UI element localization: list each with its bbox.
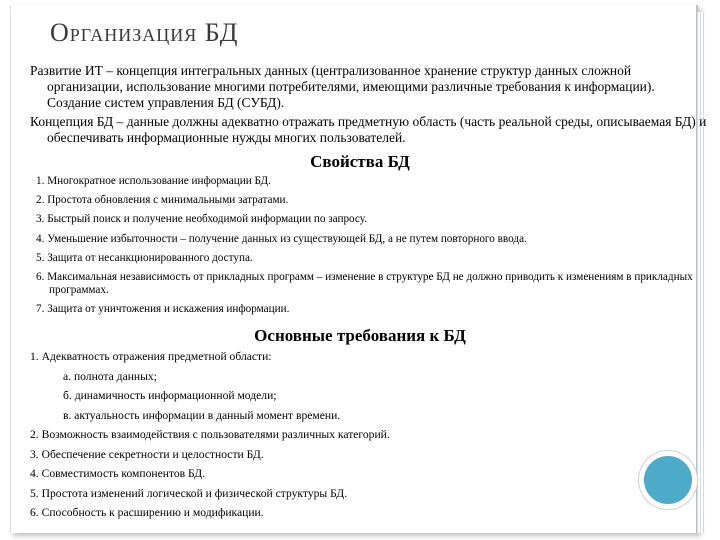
- requirements-list: [30, 350, 690, 526]
- requirements-heading: Основные требования к БД: [254, 326, 466, 345]
- decorative-circle: [639, 451, 697, 509]
- list-item: 5. Защита от несанкционированного доступа.: [36, 251, 253, 264]
- title-first-letter: О: [50, 18, 70, 47]
- slide-title: [50, 18, 238, 48]
- intro-paragraph-1: Развитие ИТ – концепция интегральных данных (централизованное хранение структур данных сложной организации, использование многими потребителями, имеющими различные требования к информации). Создание систем управления БД (СУБД).: [30, 63, 655, 110]
- list-item: 3. Быстрый поиск и получение необходимой информации по запросу.: [36, 213, 368, 226]
- list-item: 4. Совместимость компонентов БД.: [30, 467, 206, 480]
- list-item: 6. Способность к расширению и модификации.: [30, 506, 264, 519]
- slide-frame-left-edge: [10, 5, 11, 533]
- title-end: БД: [197, 18, 239, 47]
- list-item: 4. Уменьшение избыточности – получение данных из существующей БД, а не путем повторного ввода.: [36, 232, 527, 245]
- title-rest: рганизация: [69, 18, 198, 47]
- properties-heading: Свойства БД: [310, 152, 410, 171]
- list-item: 2. Возможность взаимодействия с пользователями различных категорий.: [30, 428, 390, 441]
- list-subitem: а. полнота данных;: [63, 369, 157, 383]
- list-item: 5. Простота изменений логической и физической структуры БД.: [30, 486, 348, 500]
- list-item: 3. Обеспечение секретности и целостности БД.: [30, 447, 264, 461]
- list-item: 2. Простота обновления с минимальными затратами.: [36, 194, 289, 207]
- list-item: 7. Защита от уничтожения и искажения информации.: [36, 303, 290, 316]
- list-item: 1. Адекватность отражения предметной области:: [30, 350, 272, 363]
- intro-paragraph-2: Концепция БД – данные должны адекватно отражать предметную область (часть реальной среды, описываемая БД) и обеспечивать информационные нужды многих пользователей.: [30, 114, 707, 145]
- properties-list: [36, 175, 696, 322]
- list-subitem: б. динамичность информационной модели;: [63, 389, 277, 402]
- list-subitem: в. актуальность информации в данный момент времени.: [63, 408, 341, 422]
- list-item: 1. Многократное использование информации БД.: [36, 175, 271, 187]
- list-item: 6. Максимальная независимость от прикладных программ – изменение в структуре БД не должно приводить к изменениям в прикладных программах.: [36, 270, 693, 296]
